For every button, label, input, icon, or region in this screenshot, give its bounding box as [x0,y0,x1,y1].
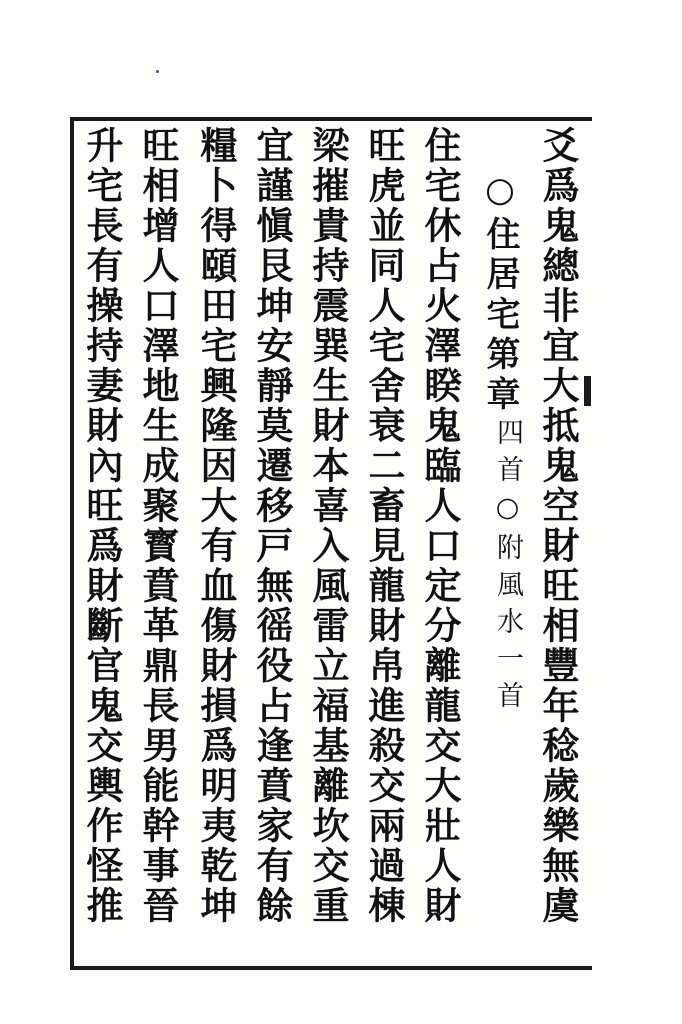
frame-edge-mark [584,376,591,406]
frame-bottom-border [72,966,592,970]
frame-left-border [70,117,74,970]
text-column-7: 糧卜得頤田宅興隆因大有血傷財損爲明夷乾坤 [194,126,238,926]
text-column-3: 住宅休占火澤睽鬼臨人口定分離龍交大壯人財 [418,126,462,926]
text-column-8: 旺相增人口澤地生成聚寳賁革鼎長男能幹事晉 [136,126,180,926]
frame-top-border [72,117,592,121]
ink-speck [156,70,159,73]
text-column-6: 宜謹愼艮坤安靜莫遷移戸無徭役占逢賁家有餘 [250,126,294,926]
chapter-subtitle: 四首○附風水一首 [492,418,523,718]
text-column-9: 升宅長有操持妻財內旺爲財斷官鬼交輿作怪推 [80,126,124,926]
text-column-4: 旺虎並同人宅舍衰二畜見龍財帛進殺交兩過棟 [362,126,406,926]
text-column-1: 爻爲鬼總非宜大抵鬼空財旺相豐年稔歲樂無虞 [536,126,580,926]
chapter-title: ○住居宅第章 [480,170,520,416]
text-column-5: 梁摧貴持震巽生財本喜入風雷立福基離坎交重 [306,126,350,926]
